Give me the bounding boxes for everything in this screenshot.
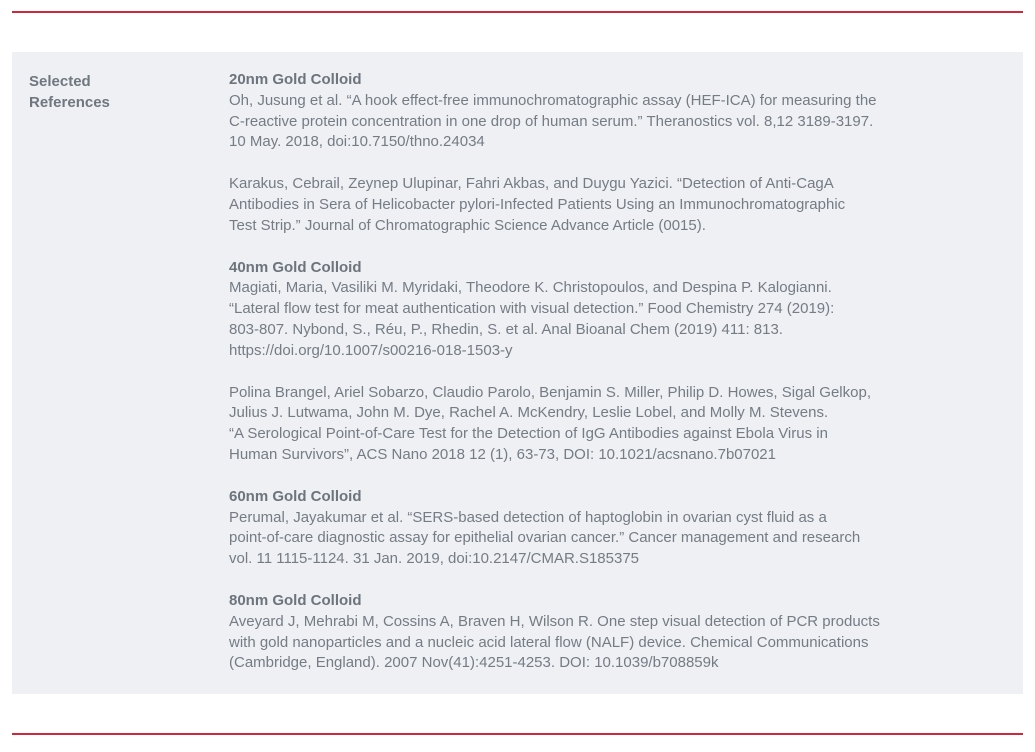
reference-group-20nm (229, 70, 1019, 237)
group-title: 20nm Gold Colloid (229, 71, 362, 88)
top-divider (12, 11, 1023, 13)
group-title: 60nm Gold Colloid (229, 487, 362, 505)
reference-item: Karakus, Cebrail, Zeynep Ulupinar, Fahri Akbas, and Duygu Yazici. “Detection of Anti-CagA Antibodies in Sera of Helicobacter pylori-Infected Patients Using an Immunochromatographic Test Strip.” Journal of Chromatographic Science Advance Article (0015). (229, 175, 846, 234)
group-title: 80nm Gold Colloid (229, 591, 362, 609)
reference-group-60nm (229, 487, 1019, 570)
reference-item: Magiati, Maria, Vasiliki M. Myridaki, Theodore K. Christopoulos, and Despina P. Kalogianni. “Lateral flow test for meat authentication with visual detection.” Food Chemistry 274 (2019): 803-807. Nybond, S., Réu, P., Rhedin, S. et al. Anal Bioanal Chem (2019) 411: 813. https://doi.org/10.1007/s00216-018-1503-y (229, 279, 835, 359)
references-list (229, 70, 1019, 674)
reference-item: Perumal, Jayakumar et al. “SERS-based detection of haptoglobin in ovarian cyst fluid as a point-of-care diagnostic assay for epithelial ovarian cancer.” Cancer management and research vol. 11 1115-1124. 31 Jan. 2019, doi:10.2147/CMAR.S185375 (229, 508, 861, 568)
reference-item: Oh, Jusung et al. “A hook effect-free immunochromatographic assay (HEF-ICA) for measuring the C-reactive protein concentration in one drop of human serum.” Theranostics vol. 8,12 3189-3197. 10 May. 2018, doi:10.7150/thno.24034 (229, 91, 877, 151)
reference-item: Aveyard J, Mehrabi M, Cossins A, Braven H, Wilson R. One step visual detection of PCR products with gold nanoparticles and a nucleic acid lateral flow (NALF) device. Chemical Communications (Cambridge, England). 2007 Nov(41):4251-4253. DOI: 10.1039/b708859k (229, 612, 880, 672)
reference-item: Polina Brangel, Ariel Sobarzo, Claudio Parolo, Benjamin S. Miller, Philip D. Howes, Sigal Gelkop, Julius J. Lutwama, John M. Dye, Rachel A. McKendry, Leslie Lobel, and Molly M. Stevens. “A Serological Point-of-Care Test for the Detection of IgG Antibodies against Ebola Virus in Human Survivors”, ACS Nano 2018 12 (1), 63-73, DOI: 10.1021/acsnano.7b07021 (229, 383, 871, 463)
reference-group-40nm (229, 258, 1019, 466)
section-label: Selected References (29, 73, 110, 111)
bottom-divider (12, 733, 1023, 735)
group-title: 40nm Gold Colloid (229, 258, 362, 276)
reference-group-80nm (229, 591, 1019, 674)
references-panel (12, 52, 1023, 694)
